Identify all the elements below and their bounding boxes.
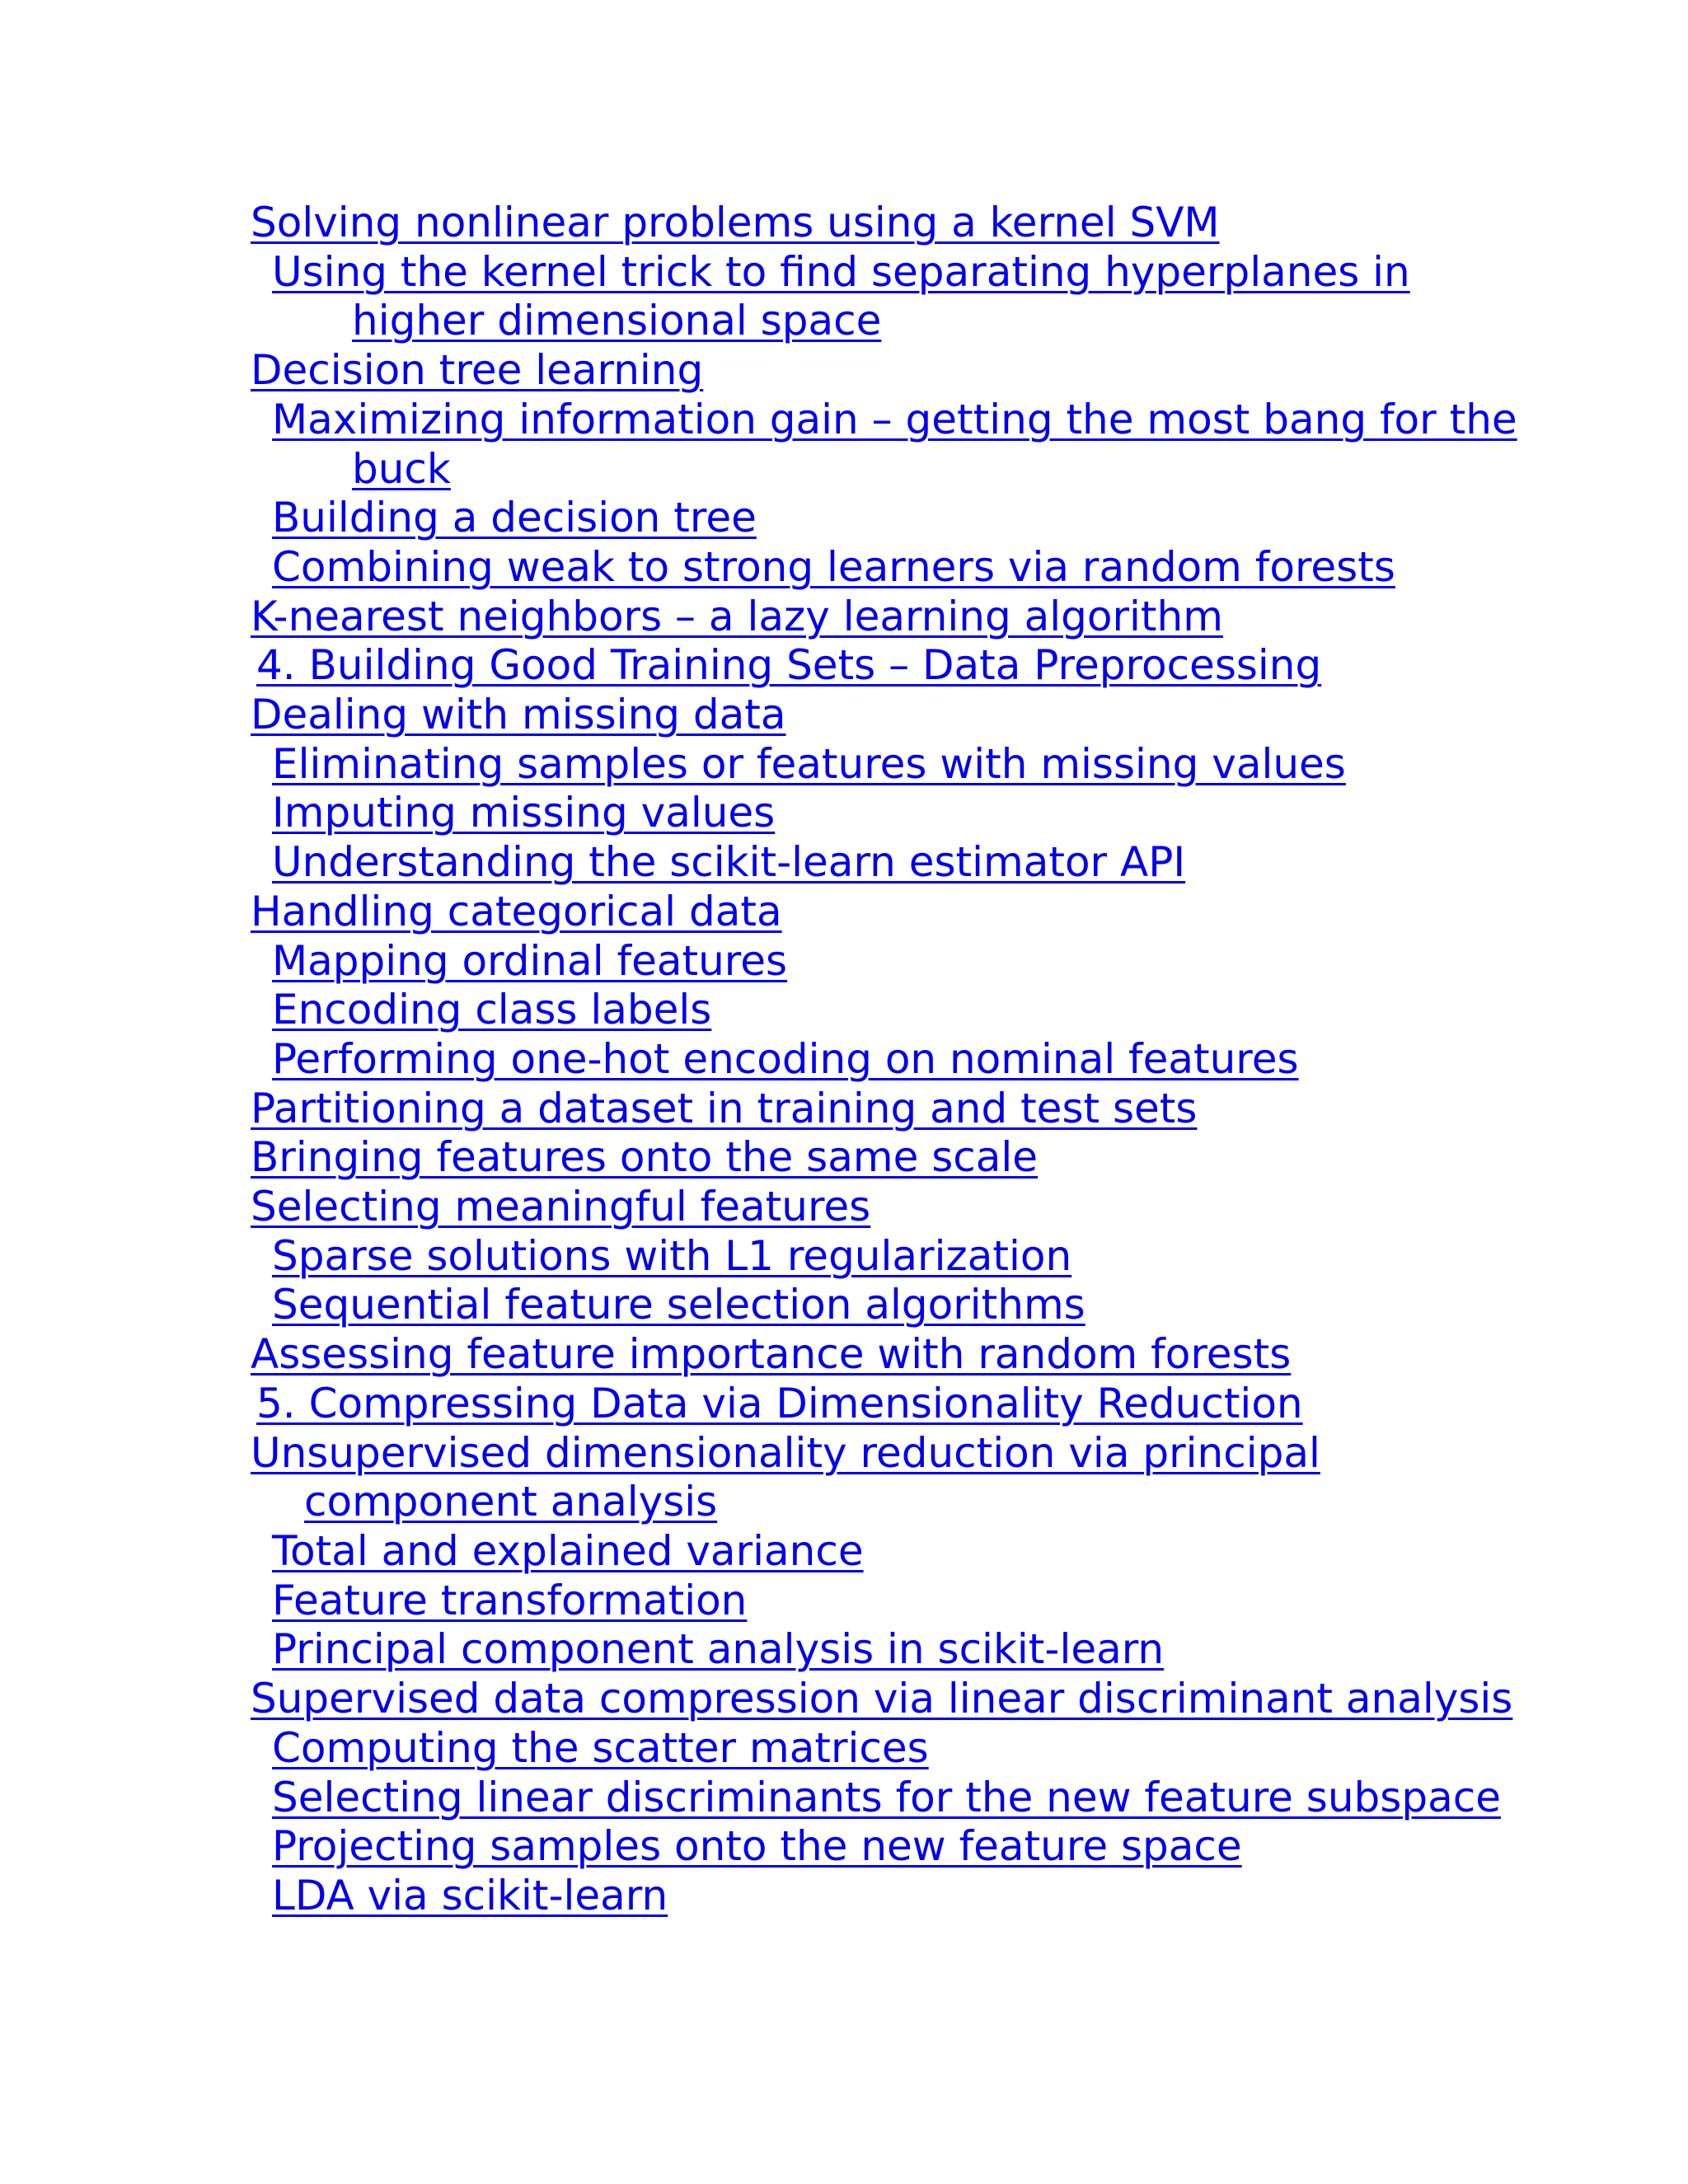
toc-entry — [0, 1035, 1688, 1085]
toc-subsection-link[interactable]: Building a decision tree — [272, 494, 757, 542]
toc-entry — [0, 641, 1688, 691]
toc-entry — [0, 1330, 1688, 1380]
toc-entry — [0, 1724, 1688, 1774]
toc-section-link[interactable]: Selecting meaningful features — [251, 1183, 871, 1231]
toc-subsection-link[interactable]: Mapping ordinal features — [272, 936, 788, 985]
toc-section-link[interactable]: Supervised data compression via linear discriminant analysis — [251, 1675, 1513, 1723]
toc-section-link[interactable]: Solving nonlinear problems using a kernel SVM — [251, 199, 1220, 246]
toc-entry — [0, 1872, 1688, 1921]
toc-subsection-link[interactable]: Feature transformation — [272, 1576, 748, 1624]
toc-entry — [0, 1625, 1688, 1675]
toc-entry — [0, 1085, 1688, 1134]
toc-section-link[interactable]: Handling categorical data — [251, 887, 782, 935]
toc-entry — [0, 691, 1688, 740]
toc-section-link[interactable]: Partitioning a dataset in training and test sets — [251, 1084, 1198, 1132]
toc-entry — [0, 346, 1688, 396]
toc-chapter-link[interactable]: 4. Building Good Training Sets – Data Preprocessing — [256, 641, 1322, 690]
toc-entry — [0, 1281, 1688, 1330]
toc-subsection-link[interactable]: LDA via scikit-learn — [272, 1871, 668, 1919]
toc-subsection-link[interactable]: Selecting linear discriminants for the new feature subspace — [272, 1773, 1501, 1821]
toc-subsection-link[interactable]: Sequential feature selection algorithms — [272, 1281, 1085, 1329]
toc-entry — [0, 937, 1688, 987]
toc-entry — [0, 1133, 1688, 1183]
toc-entry — [0, 888, 1688, 937]
toc-section-link[interactable]: Decision tree learning — [251, 346, 704, 395]
toc-entry — [0, 1232, 1688, 1282]
toc-subsection-link[interactable]: Eliminating samples or features with missing values — [272, 739, 1346, 788]
toc-entry — [0, 248, 1688, 346]
toc-subsection-link[interactable]: Combining weak to strong learners via random forests — [272, 542, 1395, 591]
toc-entry — [0, 1429, 1688, 1527]
toc-entry — [0, 1577, 1688, 1626]
toc-subsection-link[interactable]: Performing one-hot encoding on nominal features — [272, 1034, 1299, 1083]
toc-entry — [0, 1380, 1688, 1429]
toc-section-link[interactable]: K-nearest neighbors – a lazy learning algorithm — [251, 592, 1223, 640]
table-of-contents — [0, 199, 1688, 1921]
toc-section-link[interactable]: Bringing features onto the same scale — [251, 1133, 1039, 1182]
toc-section-link[interactable]: Assessing feature importance with random forests — [251, 1330, 1292, 1379]
toc-entry — [0, 1675, 1688, 1724]
toc-entry — [0, 1774, 1688, 1823]
toc-subsection-link[interactable]: Using the kernel trick to find separating hyperplanes in higher dimensional space — [272, 247, 1410, 345]
toc-section-link[interactable]: Unsupervised dimensionality reduction via principal component analysis — [251, 1428, 1320, 1526]
toc-entry — [0, 199, 1688, 248]
toc-subsection-link[interactable]: Principal component analysis in scikit-learn — [272, 1625, 1165, 1674]
toc-entry — [0, 1822, 1688, 1872]
toc-entry — [0, 543, 1688, 593]
toc-subsection-link[interactable]: Computing the scatter matrices — [272, 1723, 929, 1772]
toc-entry — [0, 740, 1688, 790]
toc-entry — [0, 789, 1688, 838]
toc-subsection-link[interactable]: Imputing missing values — [272, 789, 776, 837]
toc-chapter-link[interactable]: 5. Compressing Data via Dimensionality Reduction — [256, 1379, 1303, 1427]
toc-entry — [0, 494, 1688, 543]
toc-subsection-link[interactable]: Projecting samples onto the new feature space — [272, 1822, 1242, 1871]
toc-entry — [0, 396, 1688, 494]
toc-entry — [0, 1183, 1688, 1232]
toc-entry — [0, 986, 1688, 1035]
toc-subsection-link[interactable]: Maximizing information gain – getting the most bang for the buck — [272, 395, 1517, 493]
toc-subsection-link[interactable]: Sparse solutions with L1 regularization — [272, 1231, 1072, 1280]
toc-entry — [0, 838, 1688, 888]
toc-subsection-link[interactable]: Encoding class labels — [272, 986, 712, 1034]
toc-subsection-link[interactable]: Understanding the scikit-learn estimator API — [272, 838, 1186, 887]
toc-section-link[interactable]: Dealing with missing data — [251, 691, 786, 739]
toc-entry — [0, 593, 1688, 642]
toc-entry — [0, 1527, 1688, 1577]
toc-subsection-link[interactable]: Total and explained variance — [272, 1526, 864, 1575]
